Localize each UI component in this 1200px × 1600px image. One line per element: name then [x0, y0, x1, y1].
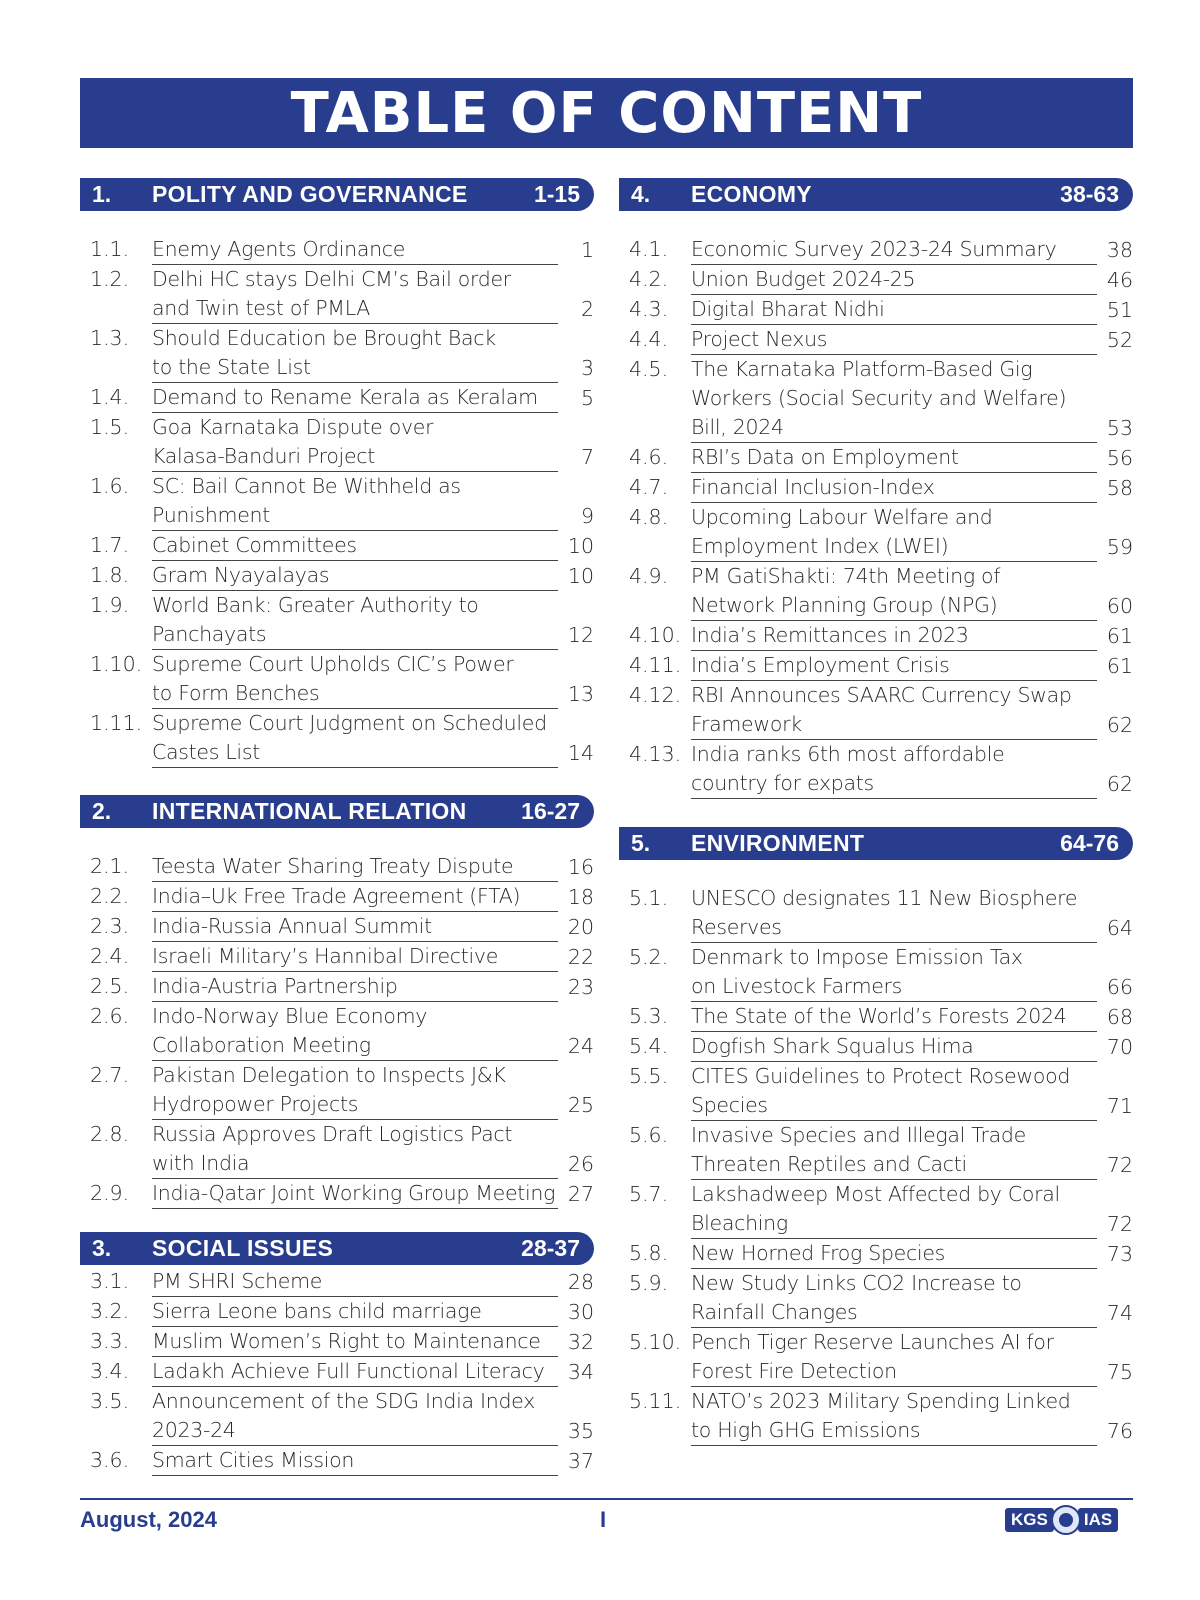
entry-number: 3.6. — [90, 1448, 130, 1472]
entry-page-number: 52 — [1106, 328, 1133, 352]
entry-title: Invasive Species and Illegal Trade Threaten Reptiles and Cacti — [691, 1123, 1026, 1176]
entry-number: 5.11. — [629, 1389, 682, 1413]
entry-number: 1.8. — [90, 563, 130, 587]
entry-title-container — [152, 531, 558, 561]
entry-title-container — [152, 1061, 558, 1120]
entry-title: Delhi HC stays Delhi CM’s Bail order and Twin test of PMLA — [152, 267, 511, 320]
entry-title-container — [152, 882, 558, 912]
entry-number: 1.4. — [90, 385, 130, 409]
toc-entry[interactable] — [80, 383, 594, 413]
entry-number: 1.5. — [90, 415, 130, 439]
entry-title: Demand to Rename Kerala as Keralam — [152, 385, 538, 409]
brand-logo — [1005, 1505, 1118, 1535]
entry-page-number: 62 — [1106, 772, 1133, 796]
entry-title-container — [691, 562, 1097, 621]
toc-left-column — [80, 178, 594, 1476]
toc-entry[interactable] — [619, 1062, 1133, 1121]
section-title: ECONOMY — [691, 181, 812, 207]
entry-title-container — [691, 1002, 1097, 1032]
entry-title-container — [691, 355, 1097, 443]
toc-section — [80, 178, 594, 768]
entry-title: New Study Links CO2 Increase to Rainfall Changes — [691, 1271, 1022, 1324]
entry-number: 5.3. — [629, 1004, 669, 1028]
toc-section — [619, 178, 1133, 799]
entry-page-number: 25 — [567, 1093, 594, 1117]
entry-title-container — [691, 443, 1097, 473]
entry-number: 1.9. — [90, 593, 130, 617]
toc-entry-list — [80, 852, 594, 1209]
toc-section — [80, 1232, 594, 1476]
section-page-range: 38-63 — [1060, 181, 1119, 207]
entry-number: 4.9. — [629, 564, 669, 588]
entry-title-container — [152, 709, 558, 768]
toc-entry[interactable] — [619, 443, 1133, 473]
entry-title-container — [691, 943, 1097, 1002]
entry-title: PM SHRI Scheme — [152, 1269, 323, 1293]
toc-entry[interactable] — [80, 1120, 594, 1179]
toc-entry[interactable] — [80, 561, 594, 591]
entry-title-container — [152, 1297, 558, 1327]
section-page-range: 16-27 — [521, 798, 580, 824]
section-header[interactable] — [80, 178, 594, 211]
section-page-range: 64-76 — [1060, 830, 1119, 856]
entry-page-number: 5 — [580, 386, 594, 410]
entry-title: Should Education be Brought Back to the State List — [152, 326, 496, 379]
entry-page-number: 56 — [1106, 446, 1133, 470]
toc-entry[interactable] — [80, 1357, 594, 1387]
entry-page-number: 2 — [580, 297, 594, 321]
entry-page-number: 64 — [1106, 916, 1133, 940]
entry-number: 4.11. — [629, 653, 682, 677]
entry-title: India–Uk Free Trade Agreement (FTA) — [152, 884, 521, 908]
entry-title: RBI Announces SAARC Currency Swap Framework — [691, 683, 1072, 736]
footer-page-number: I — [600, 1507, 607, 1532]
entry-page-number: 74 — [1106, 1301, 1133, 1325]
entry-page-number: 20 — [567, 915, 594, 939]
toc-entry[interactable] — [619, 651, 1133, 681]
toc-entry[interactable] — [80, 852, 594, 882]
entry-number: 1.6. — [90, 474, 130, 498]
entry-title: Muslim Women’s Right to Maintenance — [152, 1329, 541, 1353]
entry-page-number: 62 — [1106, 713, 1133, 737]
toc-entry[interactable] — [80, 882, 594, 912]
entry-page-number: 9 — [580, 504, 594, 528]
entry-number: 2.7. — [90, 1063, 130, 1087]
entry-page-number: 12 — [567, 623, 594, 647]
entry-title: India ranks 6th most affordable country for expats — [691, 742, 1005, 795]
entry-page-number: 72 — [1106, 1153, 1133, 1177]
entry-title: Dogfish Shark Squalus Hima — [691, 1034, 974, 1058]
entry-number: 1.11. — [90, 711, 143, 735]
entry-title-container — [152, 1327, 558, 1357]
section-page-range: 28-37 — [521, 1235, 580, 1261]
entry-title-container — [691, 884, 1097, 943]
toc-entry[interactable] — [80, 709, 594, 768]
entry-number: 1.7. — [90, 533, 130, 557]
footer-date: August, 2024 — [80, 1507, 217, 1532]
entry-number: 4.2. — [629, 267, 669, 291]
entry-number: 1.3. — [90, 326, 130, 350]
entry-title-container — [152, 413, 558, 472]
entry-title-container — [152, 324, 558, 383]
entry-title: Israeli Military’s Hannibal Directive — [152, 944, 499, 968]
entry-page-number: 14 — [567, 741, 594, 765]
entry-page-number: 61 — [1106, 624, 1133, 648]
entry-title: Teesta Water Sharing Treaty Dispute — [152, 854, 514, 878]
entry-page-number: 16 — [567, 855, 594, 879]
entry-title-container — [152, 265, 558, 324]
entry-page-number: 24 — [567, 1034, 594, 1058]
entry-title: Sierra Leone bans child marriage — [152, 1299, 482, 1323]
entry-page-number: 53 — [1106, 416, 1133, 440]
entry-page-number: 37 — [567, 1449, 594, 1473]
entry-number: 2.1. — [90, 854, 130, 878]
toc-entry[interactable] — [619, 1180, 1133, 1239]
entry-title-container — [152, 1002, 558, 1061]
toc-entry[interactable] — [80, 265, 594, 324]
entry-title-container — [152, 912, 558, 942]
logo-text-right: IAS — [1078, 1508, 1118, 1532]
toc-right-column — [619, 178, 1133, 1446]
entry-number: 2.5. — [90, 974, 130, 998]
entry-number: 4.10. — [629, 623, 682, 647]
entry-title: Economic Survey 2023-24 Summary — [691, 237, 1057, 261]
toc-entry[interactable] — [80, 1179, 594, 1209]
entry-page-number: 1 — [580, 238, 594, 262]
entry-title-container — [691, 473, 1097, 503]
entry-number: 1.2. — [90, 267, 130, 291]
entry-title: The State of the World’s Forests 2024 — [691, 1004, 1067, 1028]
toc-entry[interactable] — [619, 503, 1133, 562]
toc-entry[interactable] — [80, 531, 594, 561]
entry-title-container — [152, 1120, 558, 1179]
logo-text-left: KGS — [1005, 1508, 1054, 1532]
entry-title: Enemy Agents Ordinance — [152, 237, 406, 261]
entry-title-container — [152, 1267, 558, 1297]
entry-page-number: 18 — [567, 885, 594, 909]
toc-entry[interactable] — [80, 650, 594, 709]
section-page-range: 1-15 — [533, 181, 580, 207]
entry-title: Digital Bharat Nidhi — [691, 297, 885, 321]
entry-title-container — [152, 942, 558, 972]
entry-title: CITES Guidelines to Protect Rosewood Species — [691, 1064, 1071, 1117]
entry-title-container — [152, 235, 558, 265]
entry-title-container — [691, 681, 1097, 740]
entry-title-container — [691, 1032, 1097, 1062]
entry-title: The Karnataka Platform-Based Gig Workers (Social Security and Welfare) Bill, 2024 — [691, 357, 1067, 439]
entry-page-number: 23 — [567, 975, 594, 999]
entry-number: 4.7. — [629, 475, 669, 499]
section-header[interactable] — [80, 795, 594, 828]
toc-entry[interactable] — [80, 591, 594, 650]
entry-title: NATO’s 2023 Military Spending Linked to High GHG Emissions — [691, 1389, 1071, 1442]
entry-number: 2.9. — [90, 1181, 130, 1205]
toc-entry[interactable] — [80, 1387, 594, 1446]
toc-entry[interactable] — [80, 972, 594, 1002]
entry-title: Ladakh Achieve Full Functional Literacy — [152, 1359, 545, 1383]
toc-entry-list — [80, 235, 594, 768]
entry-title: Announcement of the SDG India Index 2023-24 — [152, 1389, 535, 1442]
entry-title-container — [152, 1179, 558, 1209]
toc-entry-list — [619, 235, 1133, 799]
entry-title-container — [691, 295, 1097, 325]
toc-entry[interactable] — [619, 325, 1133, 355]
entry-page-number: 30 — [567, 1300, 594, 1324]
toc-section — [619, 827, 1133, 1446]
toc-entry[interactable] — [80, 324, 594, 383]
entry-page-number: 76 — [1106, 1419, 1133, 1443]
entry-page-number: 70 — [1106, 1035, 1133, 1059]
entry-title: Cabinet Committees — [152, 533, 357, 557]
entry-title: Denmark to Impose Emission Tax on Livestock Farmers — [691, 945, 1023, 998]
entry-title-container — [691, 265, 1097, 295]
section-title: ENVIRONMENT — [691, 830, 865, 856]
toc-entry[interactable] — [619, 621, 1133, 651]
toc-entry[interactable] — [619, 295, 1133, 325]
toc-entry[interactable] — [80, 1002, 594, 1061]
toc-entry[interactable] — [619, 1032, 1133, 1062]
entry-number: 3.3. — [90, 1329, 130, 1353]
toc-entry[interactable] — [80, 1061, 594, 1120]
logo-emblem-icon — [1051, 1505, 1081, 1535]
entry-page-number: 3 — [580, 356, 594, 380]
entry-number: 2.2. — [90, 884, 130, 908]
toc-entry[interactable] — [80, 1446, 594, 1476]
entry-page-number: 13 — [567, 682, 594, 706]
entry-title-container — [152, 650, 558, 709]
entry-title-container — [691, 1062, 1097, 1121]
toc-entry[interactable] — [619, 1239, 1133, 1269]
section-header[interactable] — [80, 1232, 594, 1265]
entry-title: India-Russia Annual Summit — [152, 914, 432, 938]
entry-number: 4.4. — [629, 327, 669, 351]
entry-title-container — [152, 472, 558, 531]
entry-title: India-Qatar Joint Working Group Meeting — [152, 1181, 556, 1205]
entry-number: 4.12. — [629, 683, 682, 707]
entry-page-number: 68 — [1106, 1005, 1133, 1029]
entry-page-number: 59 — [1106, 535, 1133, 559]
entry-title-container — [691, 235, 1097, 265]
toc-entry[interactable] — [619, 355, 1133, 443]
section-number: 1. — [92, 181, 112, 207]
entry-title: Russia Approves Draft Logistics Pact with India — [152, 1122, 513, 1175]
entry-title-container — [152, 852, 558, 882]
entry-number: 5.7. — [629, 1182, 669, 1206]
entry-title-container — [691, 1328, 1097, 1387]
entry-title: SC: Bail Cannot Be Withheld as Punishment — [152, 474, 461, 527]
entry-page-number: 35 — [567, 1419, 594, 1443]
entry-title: Financial Inclusion-Index — [691, 475, 935, 499]
entry-page-number: 46 — [1106, 268, 1133, 292]
entry-page-number: 51 — [1106, 298, 1133, 322]
toc-entry-list — [619, 884, 1133, 1446]
entry-title-container — [691, 621, 1097, 651]
toc-entry[interactable] — [619, 562, 1133, 621]
entry-number: 3.2. — [90, 1299, 130, 1323]
entry-title-container — [152, 1357, 558, 1387]
entry-title: India-Austria Partnership — [152, 974, 398, 998]
entry-page-number: 72 — [1106, 1212, 1133, 1236]
entry-title: Gram Nyayalayas — [152, 563, 330, 587]
entry-page-number: 66 — [1106, 975, 1133, 999]
entry-title-container — [691, 740, 1097, 799]
entry-title-container — [691, 1239, 1097, 1269]
toc-entry[interactable] — [80, 912, 594, 942]
entry-page-number: 10 — [567, 534, 594, 558]
entry-number: 5.1. — [629, 886, 669, 910]
entry-title: Goa Karnataka Dispute over Kalasa-Banduri Project — [152, 415, 434, 468]
entry-title: World Bank: Greater Authority to Panchayats — [152, 593, 479, 646]
entry-title: Pakistan Delegation to Inspects J&K Hydropower Projects — [152, 1063, 506, 1116]
entry-page-number: 7 — [580, 445, 594, 469]
entry-number: 3.5. — [90, 1389, 130, 1413]
entry-number: 5.9. — [629, 1271, 669, 1295]
entry-title-container — [691, 325, 1097, 355]
entry-title-container — [152, 972, 558, 1002]
entry-title-container — [691, 1269, 1097, 1328]
entry-page-number: 10 — [567, 564, 594, 588]
entry-title-container — [691, 503, 1097, 562]
section-title: SOCIAL ISSUES — [152, 1235, 334, 1261]
entry-title: PM GatiShakti: 74th Meeting of Network Planning Group (NPG) — [691, 564, 1001, 617]
toc-entry[interactable] — [619, 473, 1133, 503]
toc-entry[interactable] — [619, 681, 1133, 740]
entry-title-container — [691, 1387, 1097, 1446]
toc-entry[interactable] — [619, 1328, 1133, 1387]
toc-entry[interactable] — [619, 884, 1133, 943]
section-header[interactable] — [619, 178, 1133, 211]
section-header[interactable] — [619, 827, 1133, 860]
toc-entry[interactable] — [80, 1327, 594, 1357]
toc-entry[interactable] — [619, 943, 1133, 1002]
entry-title: Supreme Court Upholds CIC’s Power to Form Benches — [152, 652, 514, 705]
entry-title: Project Nexus — [691, 327, 828, 351]
entry-title: UNESCO designates 11 New Biosphere Reserves — [691, 886, 1078, 939]
entry-number: 4.6. — [629, 445, 669, 469]
entry-title-container — [152, 561, 558, 591]
entry-number: 3.4. — [90, 1359, 130, 1383]
entry-title: Upcoming Labour Welfare and Employment Index (LWEI) — [691, 505, 993, 558]
entry-page-number: 34 — [567, 1360, 594, 1384]
toc-entry[interactable] — [619, 235, 1133, 265]
entry-number: 1.1. — [90, 237, 130, 261]
section-number: 3. — [92, 1235, 112, 1261]
section-title: POLITY AND GOVERNANCE — [152, 181, 468, 207]
entry-title: India’s Remittances in 2023 — [691, 623, 969, 647]
entry-page-number: 22 — [567, 945, 594, 969]
entry-page-number: 60 — [1106, 594, 1133, 618]
entry-number: 5.10. — [629, 1330, 682, 1354]
entry-page-number: 58 — [1106, 476, 1133, 500]
entry-title: India’s Employment Crisis — [691, 653, 950, 677]
toc-entry[interactable] — [619, 740, 1133, 799]
entry-title: Indo-Norway Blue Economy Collaboration Meeting — [152, 1004, 428, 1057]
toc-entry[interactable] — [619, 1121, 1133, 1180]
entry-page-number: 61 — [1106, 654, 1133, 678]
entry-title: RBI’s Data on Employment — [691, 445, 959, 469]
page-title: TABLE OF CONTENT — [80, 78, 1133, 148]
entry-page-number: 75 — [1106, 1360, 1133, 1384]
entry-number: 5.6. — [629, 1123, 669, 1147]
section-number: 4. — [631, 181, 651, 207]
entry-title: Smart Cities Mission — [152, 1448, 355, 1472]
entry-number: 4.13. — [629, 742, 682, 766]
toc-entry-list — [80, 1267, 594, 1476]
entry-title: Lakshadweep Most Affected by Coral Bleaching — [691, 1182, 1060, 1235]
entry-title-container — [152, 591, 558, 650]
entry-title-container — [152, 383, 558, 413]
entry-page-number: 71 — [1106, 1094, 1133, 1118]
entry-number: 4.3. — [629, 297, 669, 321]
toc-entry[interactable] — [80, 942, 594, 972]
section-number: 2. — [92, 798, 112, 824]
entry-page-number: 73 — [1106, 1242, 1133, 1266]
entry-page-number: 28 — [567, 1270, 594, 1294]
entry-page-number: 26 — [567, 1152, 594, 1176]
section-number: 5. — [631, 830, 651, 856]
toc-section — [80, 795, 594, 1209]
entry-number: 4.5. — [629, 357, 669, 381]
toc-entry[interactable] — [619, 1002, 1133, 1032]
entry-number: 2.8. — [90, 1122, 130, 1146]
entry-number: 1.10. — [90, 652, 143, 676]
entry-page-number: 32 — [567, 1330, 594, 1354]
entry-number: 5.8. — [629, 1241, 669, 1265]
entry-title-container — [691, 1121, 1097, 1180]
toc-entry[interactable] — [80, 235, 594, 265]
section-title: INTERNATIONAL RELATION — [152, 798, 467, 824]
toc-entry[interactable] — [80, 413, 594, 472]
entry-number: 5.4. — [629, 1034, 669, 1058]
toc-entry[interactable] — [619, 1269, 1133, 1328]
entry-title-container — [691, 651, 1097, 681]
toc-entry[interactable] — [80, 472, 594, 531]
entry-number: 5.5. — [629, 1064, 669, 1088]
footer-divider — [80, 1498, 1133, 1500]
entry-number: 3.1. — [90, 1269, 130, 1293]
toc-entry[interactable] — [80, 1267, 594, 1297]
entry-title-container — [691, 1180, 1097, 1239]
entry-number: 2.3. — [90, 914, 130, 938]
entry-number: 2.6. — [90, 1004, 130, 1028]
entry-title: Supreme Court Judgment on Scheduled Castes List — [152, 711, 547, 764]
entry-title-container — [152, 1387, 558, 1446]
entry-page-number: 27 — [567, 1182, 594, 1206]
entry-number: 2.4. — [90, 944, 130, 968]
entry-title: Pench Tiger Reserve Launches AI for Forest Fire Detection — [691, 1330, 1054, 1383]
toc-entry[interactable] — [619, 265, 1133, 295]
entry-number: 4.1. — [629, 237, 669, 261]
toc-entry[interactable] — [619, 1387, 1133, 1446]
entry-title-container — [152, 1446, 558, 1476]
entry-title: Union Budget 2024-25 — [691, 267, 916, 291]
entry-page-number: 38 — [1106, 238, 1133, 262]
entry-title: New Horned Frog Species — [691, 1241, 946, 1265]
toc-entry[interactable] — [80, 1297, 594, 1327]
entry-number: 5.2. — [629, 945, 669, 969]
entry-number: 4.8. — [629, 505, 669, 529]
